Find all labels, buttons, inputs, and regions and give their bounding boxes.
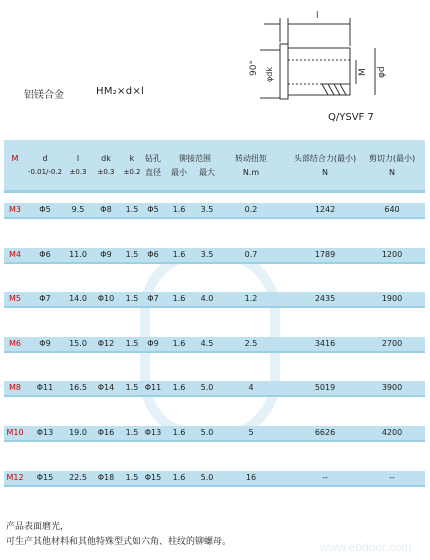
cell-shear: 640 bbox=[384, 205, 400, 214]
cell-k: 1.5 bbox=[125, 383, 139, 392]
cell-drill: Φ13 bbox=[144, 428, 162, 437]
cell-grip-min: 1.6 bbox=[172, 473, 186, 482]
cell-head-force: -- bbox=[322, 473, 328, 482]
cell-d: Φ6 bbox=[39, 250, 51, 259]
header-grip-max: 最大 bbox=[199, 168, 215, 177]
cell-shear: -- bbox=[389, 473, 395, 482]
cell-grip-min: 1.6 bbox=[172, 294, 186, 303]
table-row bbox=[4, 203, 425, 217]
cell-k: 1.5 bbox=[125, 473, 139, 482]
cell-torque: 5 bbox=[248, 428, 254, 437]
drawing-l-label: l bbox=[316, 11, 319, 21]
cell-d: Φ7 bbox=[39, 294, 51, 303]
cell-shear: 1900 bbox=[381, 294, 403, 303]
header-shear: 剪切力(最小) bbox=[368, 154, 416, 163]
header-head-force: 头部结合力(最小) bbox=[293, 154, 357, 163]
header-drill-sub: 直径 bbox=[145, 168, 161, 177]
cell-model: M3 bbox=[9, 205, 21, 214]
cell-dk: Φ10 bbox=[97, 294, 115, 303]
cell-dk: Φ12 bbox=[97, 339, 115, 348]
site-watermark: www.ebdoor.com bbox=[320, 540, 412, 554]
drawing-dk-label: φdk bbox=[265, 67, 274, 82]
cell-torque: 4 bbox=[248, 383, 254, 392]
cell-drill: Φ6 bbox=[147, 250, 159, 259]
cell-shear: 4200 bbox=[381, 428, 403, 437]
material-label: 铝镁合金 bbox=[24, 90, 64, 101]
cell-grip-min: 1.6 bbox=[172, 250, 186, 259]
cell-grip-min: 1.6 bbox=[172, 428, 186, 437]
cell-torque: 0.7 bbox=[244, 250, 258, 259]
cell-k: 1.5 bbox=[125, 294, 139, 303]
cell-l: 9.5 bbox=[71, 205, 85, 214]
header-head-force-unit: N bbox=[322, 168, 328, 177]
cell-d: Φ11 bbox=[36, 383, 54, 392]
cell-dk: Φ9 bbox=[100, 250, 112, 259]
cell-dk: Φ16 bbox=[97, 428, 115, 437]
drawing-m-label: M bbox=[358, 68, 368, 76]
cell-grip-min: 1.6 bbox=[172, 383, 186, 392]
table-row bbox=[4, 248, 425, 262]
cell-d: Φ15 bbox=[36, 473, 54, 482]
cell-grip-min: 1.6 bbox=[172, 205, 186, 214]
note-line: 产品表面磨光， bbox=[6, 522, 70, 532]
cell-torque: 2.5 bbox=[244, 339, 258, 348]
cell-drill: Φ5 bbox=[147, 205, 159, 214]
cell-grip-max: 3.5 bbox=[200, 250, 214, 259]
cell-d: Φ13 bbox=[36, 428, 54, 437]
header-k: k bbox=[129, 154, 135, 163]
table-row bbox=[4, 471, 425, 485]
cell-drill: Φ7 bbox=[147, 294, 159, 303]
header-torque: 转动扭矩 bbox=[235, 154, 267, 163]
cell-k: 1.5 bbox=[125, 250, 139, 259]
header-dk: dk bbox=[101, 154, 111, 163]
table-row bbox=[4, 292, 425, 306]
cell-grip-min: 1.6 bbox=[172, 339, 186, 348]
standard-label: Q/YSVF 7 bbox=[328, 112, 374, 123]
header-k-tolerance: ±0.2 bbox=[123, 168, 141, 176]
rivet-nut-drawing bbox=[238, 4, 408, 109]
cell-head-force: 2435 bbox=[314, 294, 336, 303]
cell-head-force: 3416 bbox=[314, 339, 336, 348]
cell-shear: 1200 bbox=[381, 250, 403, 259]
cell-dk: Φ8 bbox=[100, 205, 112, 214]
cell-head-force: 6626 bbox=[314, 428, 336, 437]
cell-grip-max: 3.5 bbox=[200, 205, 214, 214]
cell-drill: Φ15 bbox=[144, 473, 162, 482]
header-d-tolerance: -0.01/-0.2 bbox=[27, 168, 63, 176]
header-torque-unit: N.m bbox=[242, 168, 260, 177]
cell-k: 1.5 bbox=[125, 205, 139, 214]
header-grip-min: 最小 bbox=[171, 168, 187, 177]
header-l-tolerance: ±0.3 bbox=[69, 168, 87, 176]
cell-model: M10 bbox=[6, 428, 24, 437]
cell-grip-max: 5.0 bbox=[200, 473, 214, 482]
table-header bbox=[4, 140, 425, 190]
cell-head-force: 1789 bbox=[314, 250, 336, 259]
formula-label: HM₂×d×l bbox=[96, 86, 145, 97]
drawing-angle-label: 90° bbox=[249, 60, 259, 76]
cell-model: M12 bbox=[6, 473, 24, 482]
cell-shear: 3900 bbox=[381, 383, 403, 392]
table-row bbox=[4, 337, 425, 351]
cell-model: M5 bbox=[9, 294, 21, 303]
cell-model: M4 bbox=[9, 250, 21, 259]
cell-l: 22.5 bbox=[69, 473, 87, 482]
cell-torque: 0.2 bbox=[244, 205, 258, 214]
cell-l: 19.0 bbox=[69, 428, 87, 437]
cell-torque: 16 bbox=[245, 473, 257, 482]
cell-grip-max: 5.0 bbox=[200, 383, 214, 392]
header-m: M bbox=[11, 154, 19, 163]
table-row bbox=[4, 381, 425, 395]
cell-grip-max: 5.0 bbox=[200, 428, 214, 437]
cell-k: 1.5 bbox=[125, 428, 139, 437]
cell-model: M8 bbox=[9, 383, 21, 392]
cell-model: M6 bbox=[9, 339, 21, 348]
cell-grip-max: 4.0 bbox=[200, 294, 214, 303]
cell-dk: Φ18 bbox=[97, 473, 115, 482]
cell-grip-max: 4.5 bbox=[200, 339, 214, 348]
header-l: l bbox=[76, 154, 80, 163]
header-drill: 钻孔 bbox=[145, 154, 161, 163]
header-shear-unit: N bbox=[389, 168, 395, 177]
notes bbox=[6, 520, 231, 550]
cell-head-force: 5019 bbox=[314, 383, 336, 392]
cell-drill: Φ9 bbox=[147, 339, 159, 348]
header-grip-range: 铆接范围 bbox=[179, 154, 211, 163]
cell-l: 16.5 bbox=[69, 383, 87, 392]
cell-l: 15.0 bbox=[69, 339, 87, 348]
cell-dk: Φ14 bbox=[97, 383, 115, 392]
cell-l: 11.0 bbox=[69, 250, 87, 259]
cell-k: 1.5 bbox=[125, 339, 139, 348]
drawing-d-label: φd bbox=[377, 66, 387, 78]
cell-head-force: 1242 bbox=[314, 205, 336, 214]
cell-torque: 1.2 bbox=[244, 294, 258, 303]
header-d: d bbox=[42, 154, 48, 163]
cell-d: Φ9 bbox=[39, 339, 51, 348]
cell-l: 14.0 bbox=[69, 294, 87, 303]
cell-d: Φ5 bbox=[39, 205, 51, 214]
cell-drill: Φ11 bbox=[144, 383, 162, 392]
cell-shear: 2700 bbox=[381, 339, 403, 348]
table-row bbox=[4, 426, 425, 440]
header-dk-tolerance: ±0.3 bbox=[97, 168, 115, 176]
note-line: 可生产其他材料和其他特殊型式如六角、柱纹的铆螺母。 bbox=[6, 537, 232, 547]
